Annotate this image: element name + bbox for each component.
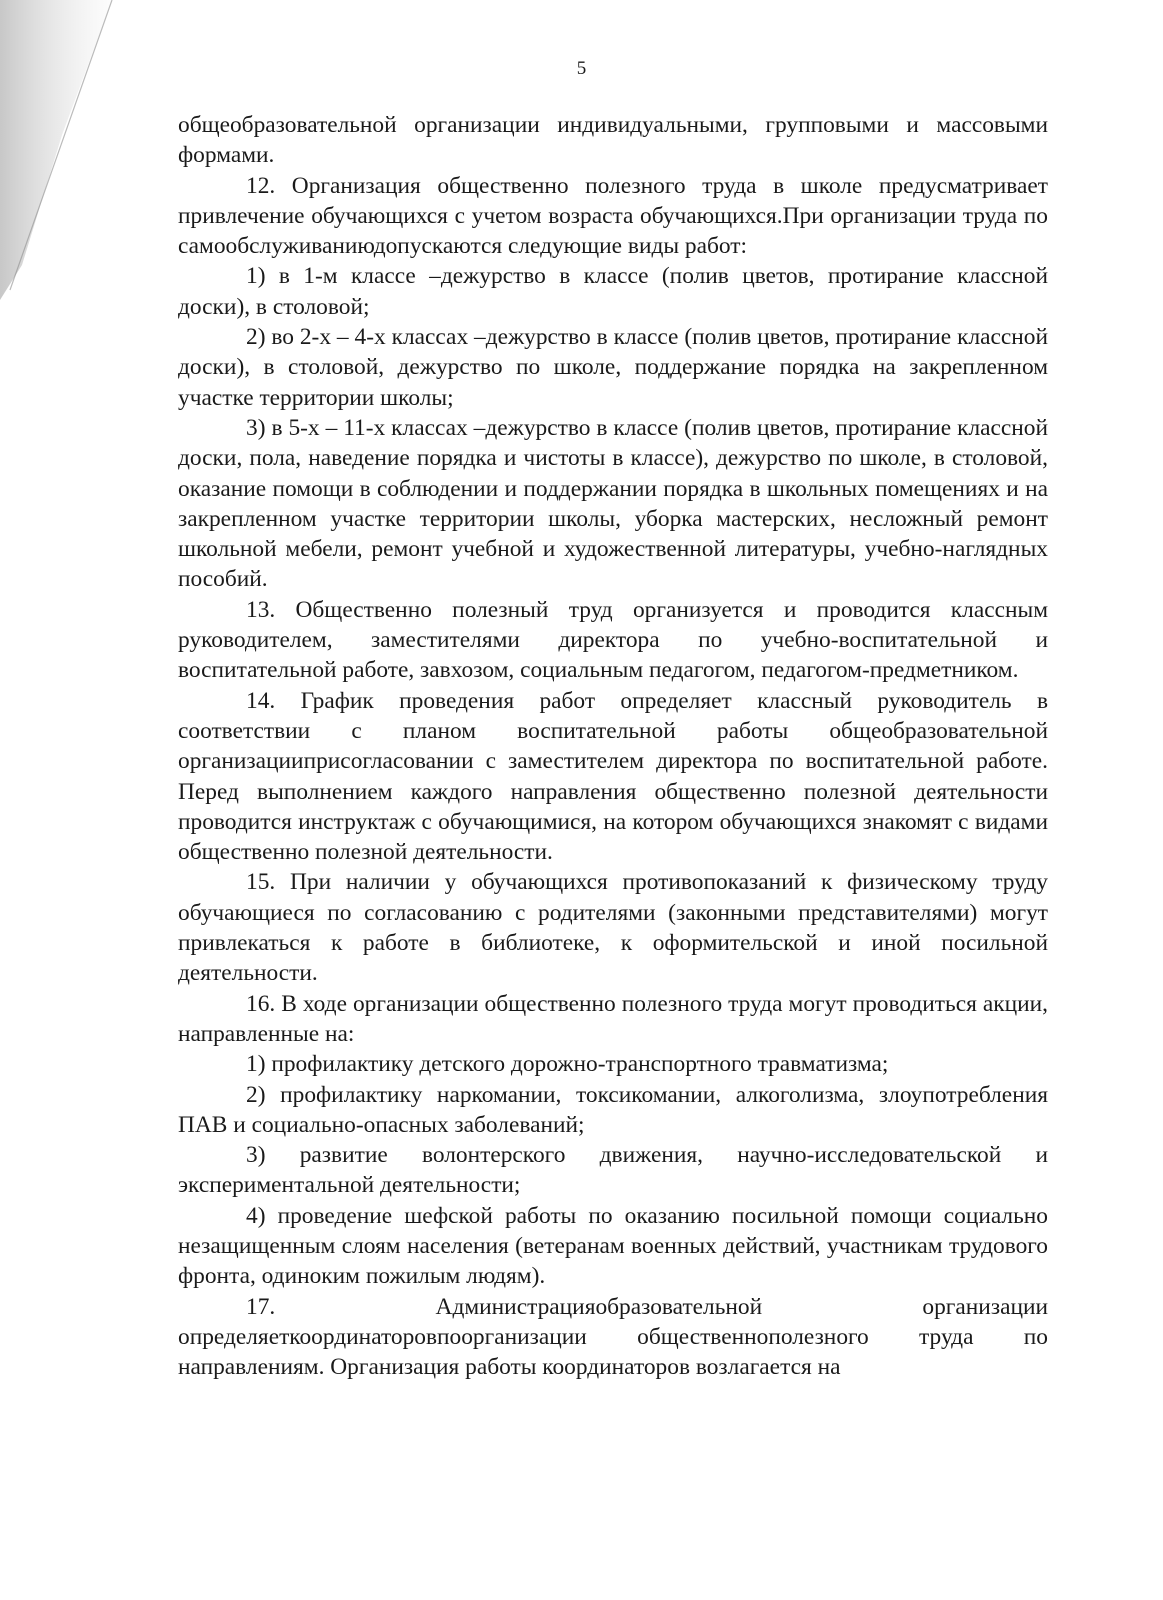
paragraph: 15. При наличии у обучающихся противопоказаний к физическому труду обучающиеся по согласованию с родителями (законными представителями) могут привлекаться к работе в библиотеке, к оформительской и иной посильной деятельности.	[178, 869, 1048, 987]
paragraph: 14. График проведения работ определяет классный руководитель в соответствии с планом воспитательной работы общеобразовательной организацииприсогласовании с заместителем директора по воспитательной работе. Перед выполнением каждого направления общественно полезной деятельности проводится инструктаж с обучающимися, на котором обучающихся знакомят с видами общественно полезной деятельности.	[178, 687, 1048, 866]
paragraph: 4) проведение шефской работы по оказанию посильной помощи социально незащищенным слоям населения (ветеранам военных действий, участникам трудового фронта, одиноким пожилым людям).	[178, 1202, 1048, 1290]
paragraph: 13. Общественно полезный труд организуется и проводится классным руководителем, заместителями директора по учебно-воспитательной и воспитательной работе, завхозом, социальным педагогом, педагогом-предметником.	[178, 596, 1048, 684]
page-number: 5	[576, 58, 587, 79]
paragraph: 3) развитие волонтерского движения, научно-исследовательской и экспериментальной деятельности;	[178, 1142, 1048, 1199]
paragraph: 16. В ходе организации общественно полезного труда могут проводиться акции, направленные на:	[178, 990, 1048, 1047]
paragraph: общеобразовательной организации индивидуальными, групповыми и массовыми формами.	[178, 112, 1048, 169]
paragraph: 17. Администрацияобразовательной организации определяеткоординаторовпоорганизации общественнополезного труда по направлениям. Организация работы координаторов возлагается на	[178, 1293, 1048, 1381]
paragraph: 2) во 2-х – 4-х классах –дежурство в классе (полив цветов, протирание классной доски), в столовой, дежурство по школе, поддержание порядка на закрепленном участке территории школы;	[178, 324, 1048, 411]
paragraph: 2) профилактику наркомании, токсикомании, алкоголизма, злоупотребления ПАВ и социально-опасных заболеваний;	[178, 1081, 1048, 1138]
document-body	[178, 110, 1048, 1382]
paragraph: 12. Организация общественно полезного труда в школе предусматривает привлечение обучающихся с учетом возраста обучающихся.При организации труда по самообслуживаниюдопускаются следующие виды работ:	[178, 172, 1048, 260]
paragraph: 1) в 1-м классе –дежурство в классе (полив цветов, протирание классной доски), в столовой;	[178, 263, 1048, 320]
paragraph: 1) профилактику детского дорожно-транспортного травматизма;	[246, 1051, 889, 1078]
paragraph: 3) в 5-х – 11-х классах –дежурство в классе (полив цветов, протирание классной доски, пола, наведение порядка и чистоты в классе), дежурство по школе, в столовой, оказание помощи в соблюдении и поддержании порядка в школьных помещениях и на закрепленном участке территории школы, уборка мастерских, несложный ремонт школьной мебели, ремонт учебной и художественной литературы, учебно-наглядных пособий.	[178, 414, 1048, 593]
